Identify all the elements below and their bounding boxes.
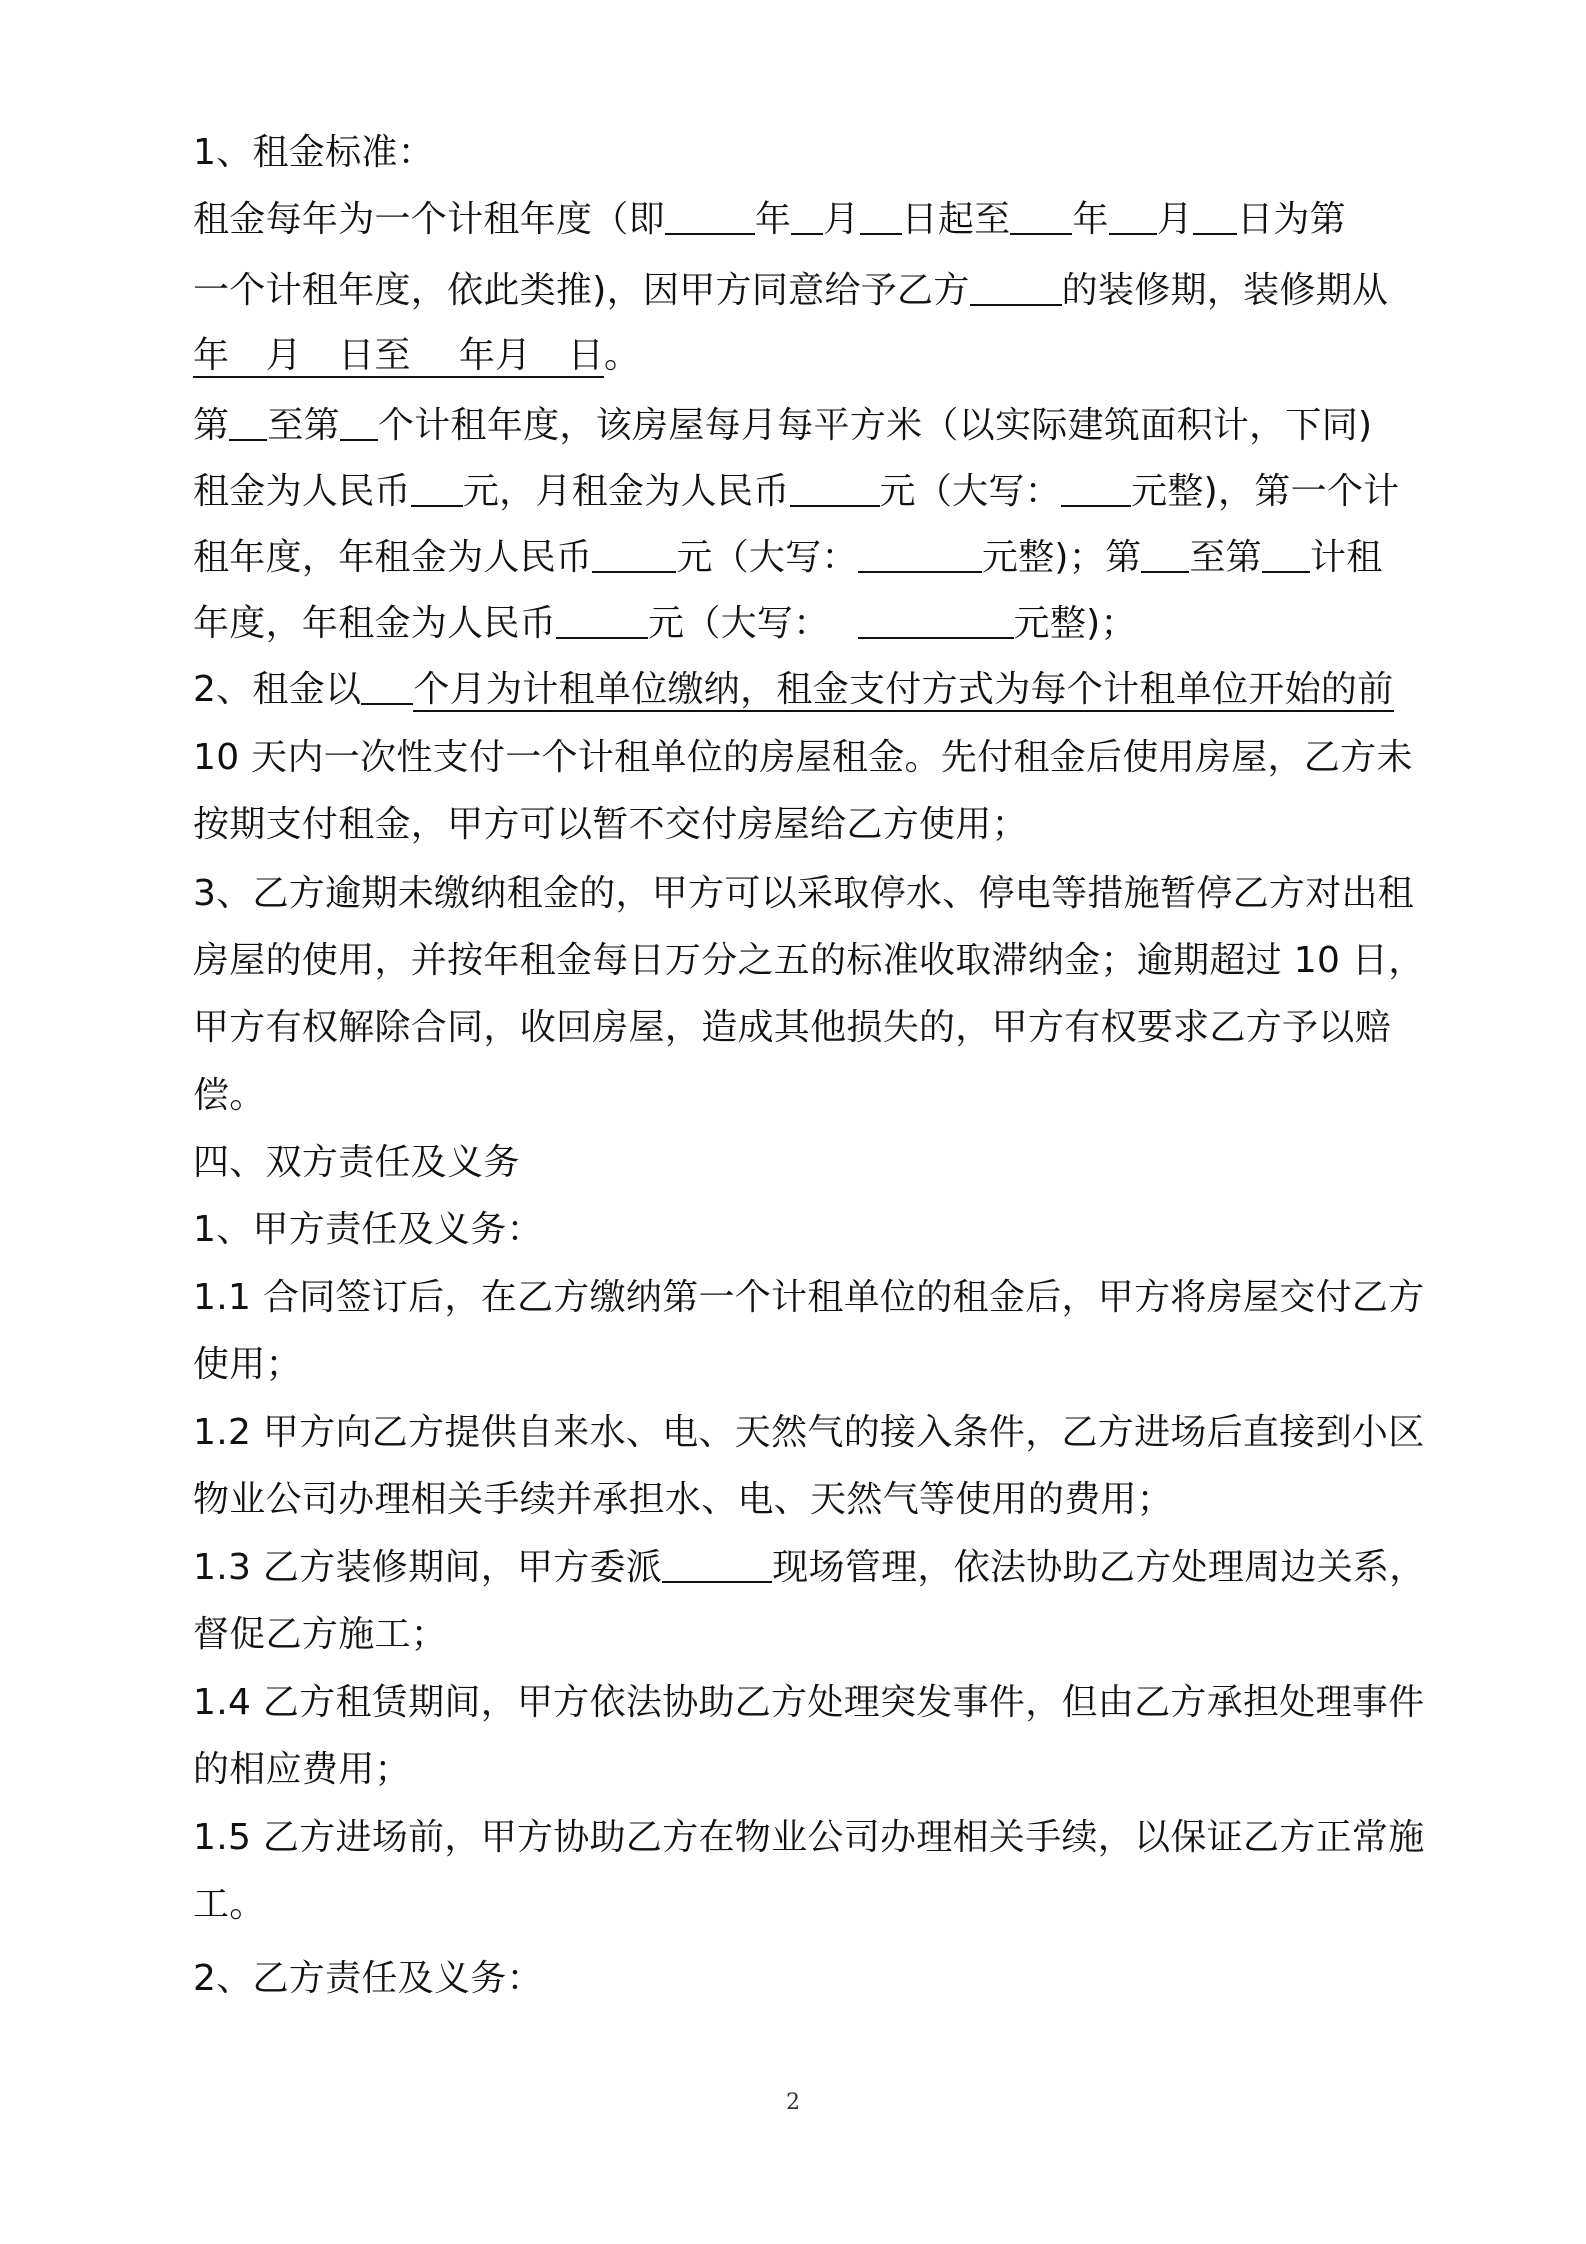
- fill-blank: [340, 407, 378, 441]
- fill-blank: [1010, 201, 1072, 235]
- text-segment: 元整)；第: [981, 537, 1142, 578]
- fill-blank: [858, 539, 982, 573]
- text-segment: 1.1 合同签订后，在乙方缴纳第一个计租单位的租金后，甲方将房屋交付乙方: [193, 1277, 1425, 1318]
- renovation-period-underlined: 年 月 日至 年月 日: [193, 335, 605, 376]
- text-segment-underlined: 个月为计租单位缴纳，租金支付方式为每个计租单位开始的前: [413, 669, 1394, 710]
- text-line: [193, 1005, 1443, 1051]
- text-line: [193, 1342, 1443, 1388]
- fill-blank: [858, 605, 1014, 639]
- text-line: [193, 1815, 1443, 1861]
- text-segment: 租金每年为一个计租年度（即: [193, 199, 665, 240]
- text-segment: 1.3 乙方装修期间，甲方委派: [193, 1547, 663, 1588]
- text-segment: 计租: [1309, 537, 1383, 578]
- text-segment: 元整)，第一个计: [1131, 471, 1400, 512]
- text-line: [193, 871, 1443, 917]
- text-segment: 租年度，年租金为人民币: [193, 537, 593, 578]
- text-segment: 元，月租金为人民币: [462, 471, 790, 512]
- text-line: [193, 268, 1443, 314]
- text-segment: 日起至: [901, 199, 1011, 240]
- text-segment: 至第: [1189, 537, 1262, 578]
- text-line: [193, 1545, 1443, 1591]
- text-segment: 1.2 甲方向乙方提供自来水、电、天然气的接入条件，乙方进场后直接到小区: [193, 1412, 1425, 1453]
- text-segment: 至第: [267, 405, 340, 446]
- text-segment: 月: [823, 199, 860, 240]
- text-segment: 按期支付租金，甲方可以暂不交付房屋给乙方使用；: [193, 804, 1028, 845]
- text-segment: 工。: [193, 1884, 266, 1925]
- text-line: [193, 1680, 1443, 1726]
- text-segment: 一个计租年度，依此类推)，因甲方同意给予乙方: [193, 270, 970, 311]
- text-line: [193, 1747, 1443, 1793]
- fill-blank: [229, 407, 267, 441]
- text-segment: 月: [1156, 199, 1194, 240]
- text-line: [193, 403, 1443, 449]
- text-segment: 的相应费用；: [193, 1749, 411, 1790]
- text-segment: 年度，年租金为人民币: [193, 603, 557, 644]
- text-segment: 2、乙方责任及义务：: [193, 1958, 543, 1999]
- fill-blank: [556, 605, 648, 639]
- text-segment: 元（大写：: [879, 471, 1062, 512]
- fill-blank: [791, 201, 823, 235]
- text-line: [193, 735, 1443, 781]
- text-line: [193, 1275, 1443, 1321]
- text-segment: 元（大写：: [676, 537, 858, 578]
- text-segment: 租金为人民币: [193, 471, 411, 512]
- text-segment: 第: [193, 405, 230, 446]
- text-segment: 日为第: [1237, 199, 1346, 240]
- text-line: [193, 535, 1443, 581]
- text-line: [193, 1477, 1443, 1523]
- text-line: [193, 667, 1443, 713]
- text-segment: 甲方有权解除合同，收回房屋，造成其他损失的，甲方有权要求乙方予以赔: [193, 1007, 1391, 1048]
- subsection-heading: [193, 1207, 1443, 1253]
- subsection-heading: [193, 1956, 1443, 2002]
- text-segment: 年: [1072, 199, 1109, 240]
- text-segment: 现场管理，依法协助乙方处理周边关系，: [772, 1547, 1426, 1588]
- text-segment: 年: [754, 199, 792, 240]
- fill-blank: [1193, 201, 1237, 235]
- text-segment: 1.5 乙方进场前，甲方协助乙方在物业公司办理相关手续，以保证乙方正常施: [193, 1817, 1425, 1858]
- text-line: [193, 197, 1443, 243]
- text-segment: 。: [604, 335, 641, 376]
- text-line: [193, 130, 1443, 176]
- fill-blank: [411, 473, 463, 507]
- text-line: [193, 1882, 1443, 1928]
- fill-blank: [790, 473, 880, 507]
- fill-blank: [361, 671, 413, 705]
- text-segment: 2、租金以: [193, 669, 362, 710]
- text-segment: 偿。: [193, 1075, 266, 1116]
- fill-blank: [665, 201, 755, 235]
- text-line: [193, 333, 1443, 379]
- fill-blank: [1262, 539, 1310, 573]
- fill-blank: [970, 272, 1062, 306]
- text-line: [193, 469, 1443, 515]
- text-line: [193, 802, 1443, 848]
- text-segment: 元整)；: [1013, 603, 1137, 644]
- fill-blank: [592, 539, 676, 573]
- text-segment: 房屋的使用，并按年租金每日万分之五的标准收取滞纳金；逾期超过 10 日，: [193, 940, 1425, 981]
- text-segment: 的装修期，装修期从: [1061, 270, 1389, 311]
- text-segment: 四、双方责任及义务: [193, 1142, 520, 1183]
- fill-blank: [1109, 201, 1157, 235]
- text-segment: 1、租金标准：: [193, 132, 435, 173]
- text-segment: 3、乙方逾期未缴纳租金的，甲方可以采取停水、停电等措施暂停乙方对出租: [193, 873, 1415, 914]
- text-segment: 10 天内一次性支付一个计租单位的房屋租金。先付租金后使用房屋，乙方未: [193, 737, 1413, 778]
- text-line: [193, 1410, 1443, 1456]
- text-line: [193, 938, 1443, 984]
- fill-blank: [1061, 473, 1131, 507]
- text-segment: 1、甲方责任及义务：: [193, 1209, 543, 1250]
- page-number: 2: [786, 2090, 800, 2115]
- text-line: [193, 1612, 1443, 1658]
- text-segment: 1.4 乙方租赁期间，甲方依法协助乙方处理突发事件，但由乙方承担处理事件: [193, 1682, 1425, 1723]
- text-line: [193, 1073, 1443, 1119]
- section-heading: [193, 1140, 1443, 1186]
- text-segment: 物业公司办理相关手续并承担水、电、天然气等使用的费用；: [193, 1479, 1174, 1520]
- text-segment: 使用；: [193, 1344, 302, 1385]
- fill-blank: [860, 201, 902, 235]
- text-segment: 个计租年度，该房屋每月每平方米（以实际建筑面积计，下同): [377, 405, 1373, 446]
- fill-blank: [662, 1549, 772, 1583]
- text-line: [193, 601, 1443, 647]
- fill-blank: [1141, 539, 1189, 573]
- text-segment: 元（大写：: [648, 603, 830, 644]
- text-segment: 督促乙方施工；: [193, 1614, 448, 1655]
